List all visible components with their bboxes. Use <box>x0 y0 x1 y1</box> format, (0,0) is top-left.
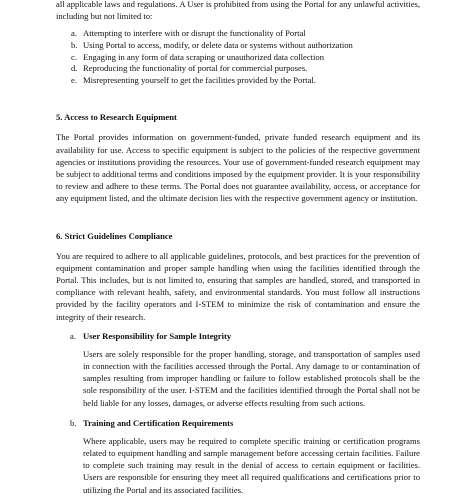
prohibited-activities-list <box>56 28 420 86</box>
list-marker: c. <box>71 51 77 62</box>
subsection-title: Training and Certification Requirements <box>83 417 234 428</box>
subsection-body: Where applicable, users may be required to complete specific training or certification programs related to equipment handling and sample management before accessing certain facilities. Failure to complete such training may result in the denial of access to certain equipment or facilities. Users are responsible for ensuring they meet all required qualifications and certifications prior to utilizing the Portal and its associated facilities. <box>83 435 420 495</box>
list-item <box>56 28 420 40</box>
subsection-sample-integrity <box>56 330 420 409</box>
list-item-text: Using Portal to access, modify, or delete data or systems without authorization <box>83 40 353 50</box>
list-item-text: Attempting to interfere with or disrupt the functionality of Portal <box>83 28 306 39</box>
list-item <box>56 52 420 64</box>
subsection-marker: b. <box>70 417 77 428</box>
list-item <box>56 40 420 52</box>
section-5-heading: 5. Access to Research Equipment <box>56 112 177 123</box>
list-marker: b. <box>71 40 78 50</box>
subsection-heading <box>56 417 420 429</box>
subsection-title: User Responsibility for Sample Integrity <box>83 330 232 341</box>
intro-paragraph: all applicable laws and regulations. A User is prohibited from using the Portal for any unlawful activities, including but not limited to: <box>56 0 420 22</box>
list-item-text: Engaging in any form of data scraping or unauthorized data collection <box>83 51 325 62</box>
section-6-body: You are required to adhere to all applicable guidelines, protocols, and best practices for the prevention of equipment contamination and proper sample handling when using the facilities identified through the Portal. This includes, but is not limited to, ensuring that samples are handled, stored, and transported in compliance with relevant health, safety, and environmental standards. You must follow all instructions provided by the facility operators and I-STEM to minimize the risk of contamination and ensure the integrity of their research. <box>56 250 420 322</box>
subsection-heading <box>56 330 420 342</box>
subsection-training-certification <box>56 417 420 496</box>
list-item <box>56 75 420 87</box>
list-marker: e. <box>71 74 77 85</box>
list-item-text: Misrepresenting yourself to get the facilities provided by the Portal. <box>83 74 316 85</box>
section-5-body: The Portal provides information on government-funded, private funded research equipment and its availability for use. Access to specific equipment is subject to the policies of the respective government agencies or institutions providing the resources. Your use of government-funded research equipment may be subject to additional terms and conditions imposed by the equipment provider. It is your responsibility to review and adhere to these terms. The Portal does not guarantee availability, access, or acceptance for any equipment listed, and the ultimate decision lies with the respective government agency or institution. <box>56 132 420 204</box>
subsection-body: Users are solely responsible for the proper handling, storage, and transportation of samples used in connection with the facilities accessed through the Portal. Any damage to or contamination of samples resulting from improper handling or failure to follow established protocols shall be the sole responsibility of the user. I-STEM and the facilities identified through the Portal shall not be held liable for any losses, damages, or adverse effects resulting from such actions. <box>83 348 420 408</box>
list-item <box>56 63 420 75</box>
list-marker: a. <box>71 28 77 39</box>
subsection-marker: a. <box>70 330 76 341</box>
section-6-heading: 6. Strict Guidelines Compliance <box>56 230 173 241</box>
list-marker: d. <box>71 63 78 74</box>
list-item-text: Reproducing the functionality of portal for commercial purposes. <box>83 63 308 74</box>
document-page <box>56 0 420 496</box>
